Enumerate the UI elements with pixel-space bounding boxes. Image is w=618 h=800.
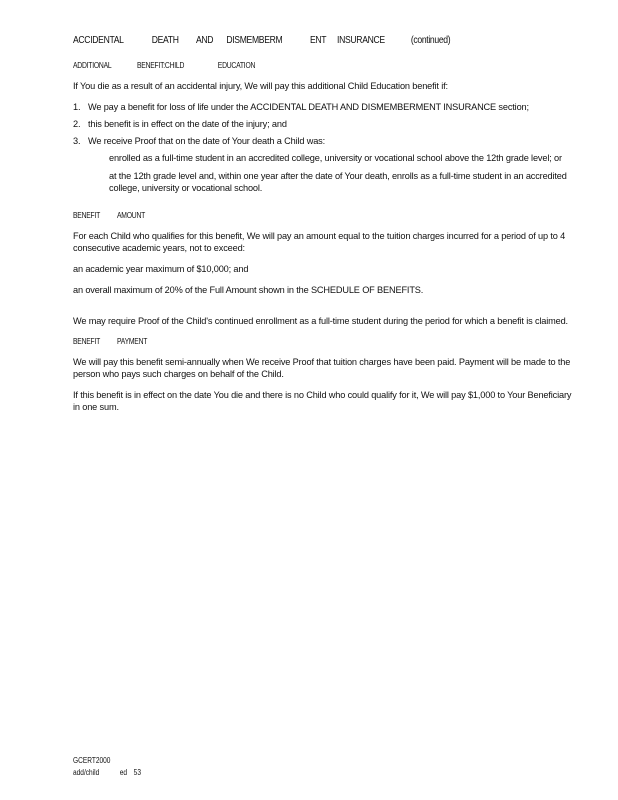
benefit-amount-paragraph: For each Child who qualifies for this benefit, We will pay an amount equal to the tuition charges incurred for a period of up to 4 consecutive academic years, not to exceed:	[73, 231, 566, 253]
bullet-glyph	[90, 170, 109, 194]
sub-condition-item	[90, 170, 573, 194]
condition-number: 1.	[73, 102, 81, 112]
subtitle-word: EDUCATION	[217, 60, 256, 70]
bullet-glyph	[90, 152, 109, 164]
intro-paragraph: If You die as a result of an accidental injury, We will pay this additional Child Education benefit if:	[73, 81, 448, 91]
condition-number: 3.	[73, 136, 81, 146]
subsection-heading	[73, 60, 473, 70]
benefit-amount-heading	[73, 210, 473, 220]
limit-item: an academic year maximum of $10,000; and	[73, 264, 249, 274]
section-title	[73, 34, 483, 46]
title-word: ENT	[309, 34, 327, 46]
title-word: DEATH	[151, 34, 179, 46]
heading-word: BENEFIT	[73, 210, 101, 220]
benefit-payment-heading	[73, 336, 473, 346]
sub-condition-text: enrolled as a full-time student in an accredited college, university or vocational school above the 12th grade level; or	[109, 153, 562, 163]
condition-text: We pay a benefit for loss of life under the ACCIDENTAL DEATH AND DISMEMBERMENT INSURANCE section;	[88, 102, 529, 112]
title-word: (continued)	[410, 34, 451, 46]
title-word: DISMEMBERM	[226, 34, 283, 46]
title-word: ACCIDENTAL	[73, 34, 124, 46]
subtitle-word: BENEFIT:CHILD	[137, 60, 185, 70]
proof-paragraph: We may require Proof of the Child's continued enrollment as a full-time student during the period for which a benefit is claimed.	[73, 316, 568, 326]
condition-text: We receive Proof that on the date of Your death a Child was:	[88, 136, 326, 146]
footer-line	[73, 767, 141, 779]
title-word: INSURANCE	[337, 34, 385, 46]
benefit-payment-paragraph: We will pay this benefit semi-annually when We receive Proof that tuition charges have been paid. Payment will be made to the person who pays such charges on behalf of the Child.	[73, 357, 571, 379]
condition-item	[73, 101, 573, 113]
title-word: AND	[196, 34, 214, 46]
conditions-list	[73, 101, 573, 147]
condition-item	[73, 135, 573, 147]
limit-item: an overall maximum of 20% of the Full Amount shown in the SCHEDULE OF BENEFITS.	[73, 285, 424, 295]
condition-item	[73, 118, 573, 130]
sub-conditions-list	[90, 152, 573, 194]
sub-condition-item	[90, 152, 573, 164]
no-child-paragraph: If this benefit is in effect on the date You die and there is no Child who could qualify for it, We will pay $1,000 to Your Beneficiary in one sum.	[73, 390, 572, 412]
document-page	[73, 34, 573, 422]
form-code: GCERT2000	[73, 756, 111, 765]
footer-word: add/child	[73, 768, 100, 777]
page-footer	[73, 755, 141, 779]
sub-condition-text: at the 12th grade level and, within one year after the date of Your death, enrolls as a full-time student in an accredited college, university or vocational school.	[109, 171, 567, 193]
subtitle-word: ADDITIONAL	[73, 60, 112, 70]
heading-word: AMOUNT	[117, 210, 146, 220]
footer-word: ed	[119, 768, 128, 777]
heading-word: BENEFIT	[73, 336, 101, 346]
condition-number: 2.	[73, 119, 81, 129]
condition-text: this benefit is in effect on the date of the injury; and	[88, 119, 287, 129]
page-number: 53	[133, 768, 141, 777]
heading-word: PAYMENT	[117, 336, 148, 346]
